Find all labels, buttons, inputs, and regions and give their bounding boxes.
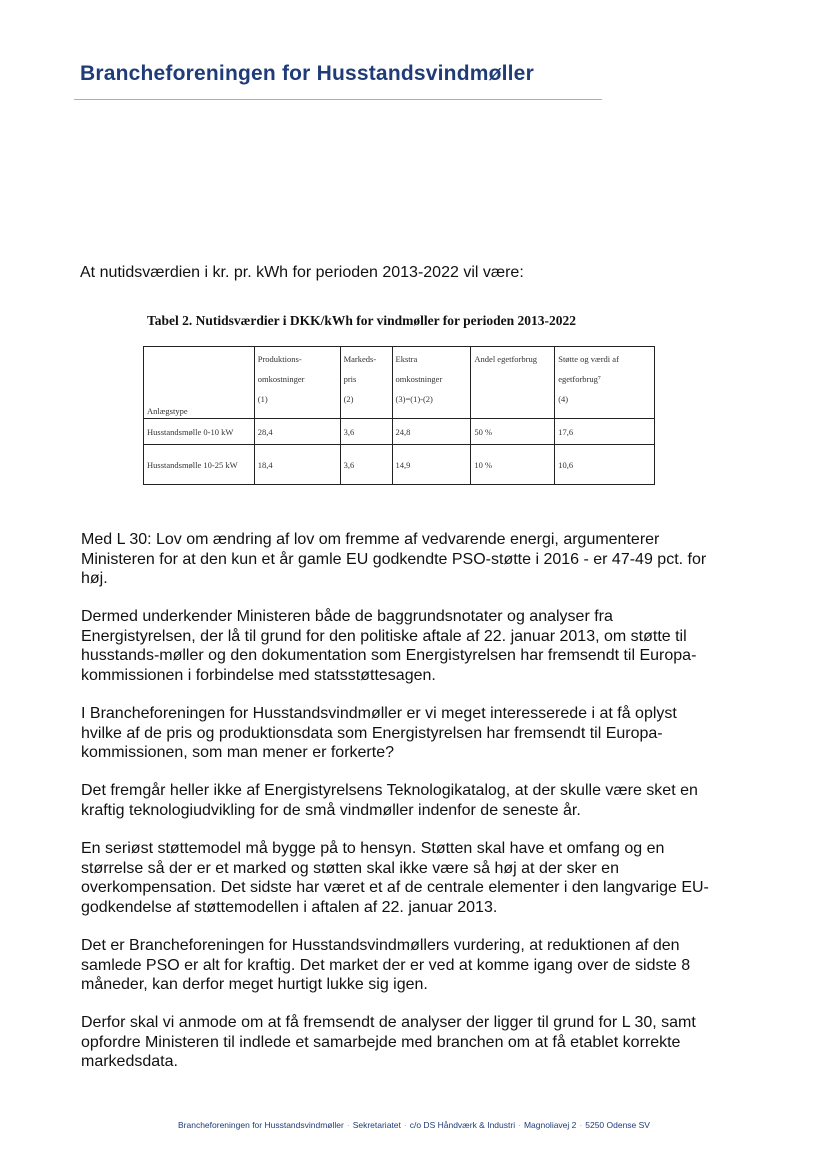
footer-city: 5250 Odense SV [585,1120,650,1130]
footer-separator: · [518,1120,521,1130]
header-line: egetforbrug⁷ [558,374,601,384]
cell-market: 3,6 [340,419,392,445]
paragraph: Dermed underkender Ministeren både de baggrundsnotater og analyser fra Energistyrelsen, der lå til grund for den politiske aftale af 22. januar 2013, om støtte til husstands-møller og den dokumentation som Energistyrelsen har fremsendt til Europa-kommissionen i forbindelse med statsstøttesagen. [81,608,697,685]
table-row [144,419,655,445]
cell-market: 3,6 [340,445,392,485]
paragraph: Det fremgår heller ikke af Energistyrelsens Teknologikatalog, at der skulle være sket en kraftig teknologiudvikling for de små vindmøller indenfor de seneste år. [81,782,698,820]
footer-separator: · [579,1120,583,1130]
header-line: Produktions- [257,354,302,364]
header-line: Anlægstype [147,406,188,416]
footer-separator: · [403,1120,407,1130]
cell-share: 50 % [471,419,555,445]
cell-extra: 24,8 [392,419,471,445]
cell-share: 10 % [471,445,555,485]
cell-extra: 14,9 [392,445,471,485]
cell-support: 17,6 [555,419,655,445]
npv-table [143,346,655,485]
paragraph: I Brancheforeningen for Husstandsvindmøller er vi meget interesserede i at få oplyst hvilke af de pris og produktionsdata som Energistyrelsen har fremsendt til Europa-kommissionen, som man mener er forkerte? [81,705,677,762]
header-cell-production [254,347,340,419]
header-line: (2) [343,394,354,404]
footer-org: Brancheforeningen for Husstandsvindmøller [178,1120,344,1130]
paragraph: En seriøst støttemodel må bygge på to hensyn. Støtten skal have et omfang og en størrelse så der er et marked og støtten skal ikke være så høj at der sker en overkompensation. Det sidste har været et af de centrale elementer i den langvarige EU-godkendelse af støttemodellen i aftalen af 22. januar 2013. [81,840,709,916]
cell-type: Husstandsmølle 0-10 kW [144,419,255,445]
organization-title: Brancheforeningen for Husstandsvindmøller [80,62,534,85]
header-line: pris [343,374,357,384]
cell-support: 10,6 [555,445,655,485]
cell-type: Husstandsmølle 10-25 kW [144,445,255,485]
table-caption: Tabel 2. Nutidsværdier i DKK/kWh for vindmøller for perioden 2013-2022 [147,313,577,328]
paragraph: Det er Brancheforeningen for Husstandsvindmøllers vurdering, at reduktionen af den samlede PSO er alt for kraftig. Det market der er ved at komme igang over de sidste 8 måneder, kan derfor meget hurtigt lukke sig igen. [81,937,691,994]
header-cell-extra [392,347,471,419]
header-line: Ekstra [395,354,418,364]
header-cell-type [144,347,255,419]
table-header-row [144,347,655,419]
header-cell-support [555,347,655,419]
paragraph: Derfor skal vi anmode om at få fremsendt de analyser der ligger til grund for L 30, samt opfordre Ministeren til indlede et samarbejde med branchen om at få etablet korrekte markedsdata. [81,1014,696,1071]
cell-production: 18,4 [254,445,340,485]
footer-separator: · [346,1120,350,1130]
header-line: Markeds- [343,354,377,364]
header-line: (3)=(1)-(2) [395,394,433,404]
footer-secretariat: Sekretariatet [352,1120,401,1130]
paragraph: Med L 30: Lov om ændring af lov om fremme af vedvarende energi, argumenterer Ministeren for at den kun et år gamle EU godkendte PSO-støtte i 2016 - er 47-49 pct. for høj. [81,531,707,588]
header-line: omkostninger [395,374,443,384]
header-cell-share [471,347,555,419]
header-divider [74,99,602,100]
body-text [81,530,721,1091]
footer-street: Magnoliavej 2 [523,1120,577,1130]
footer-co: c/o DS Håndværk & Industri [409,1120,516,1130]
intro-text: At nutidsværdien i kr. pr. kWh for perioden 2013-2022 vil være: [80,264,524,281]
header-line: (1) [257,394,268,404]
header-line: Andel egetforbrug [474,354,537,364]
header-line: omkostninger [257,374,305,384]
header-cell-market [340,347,392,419]
header-line: (4) [558,394,569,404]
header-line: Støtte og værdi af [558,354,619,364]
cell-production: 28,4 [254,419,340,445]
footer-address [0,1120,828,1130]
table-row [144,445,655,485]
